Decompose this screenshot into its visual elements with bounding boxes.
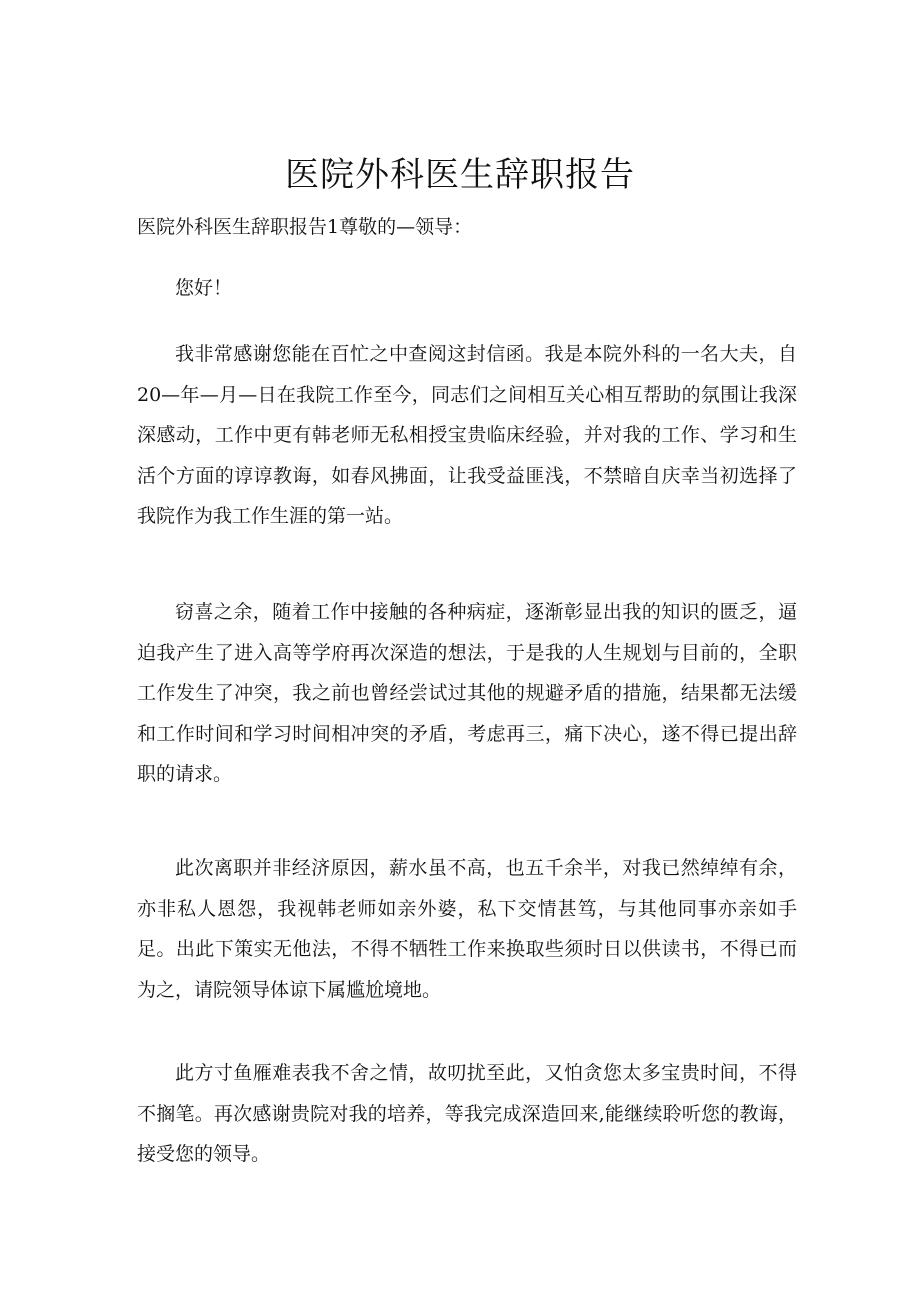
greeting: 您好！ bbox=[175, 277, 233, 299]
document-title: 医院外科医生辞职报告 bbox=[285, 155, 635, 195]
body-paragraph-4: 此方寸鱼雁难表我不舍之情，故叨扰至此，又怕贪您太多宝贵时间，不得不搁笔。再次感谢贵院对我的培养，等我完成深造回来,能继续聆听您的教诲，接受您的领导。 bbox=[137, 1062, 797, 1165]
body-paragraph-2: 窃喜之余，随着工作中接触的各种病症，逐渐彰显出我的知识的匮乏，逼迫我产生了进入高等学府再次深造的想法，于是我的人生规划与目前的，全职工作发生了冲突，我之前也曾经尝试过其他的规避矛盾的措施，结果都无法缓和工作时间和学习时间相冲突的矛盾，考虑再三，痛下决心，遂不得已提出辞职的请求。 bbox=[137, 601, 797, 785]
body-paragraph-3: 此次离职并非经济原因，薪水虽不高，也五千余半，对我已然绰绰有余，亦非私人恩怨，我视韩老师如亲外婆，私下交情甚笃，与其他同事亦亲如手足。出此下策实无他法，不得不牺牲工作来换取些须时日以供读书，不得已而为之，请院领导体谅下属尴尬境地。 bbox=[137, 857, 797, 1001]
body-paragraph-1: 我非常感谢您能在百忙之中查阅这封信函。我是本院外科的一名大夫，自20—年—月—日在我院工作至今，同志们之间相互关心相互帮助的氛围让我深深感动，工作中更有韩老师无私相授宝贵临床经验，并对我的工作、学习和生活个方面的谆谆教诲，如春风拂面，让我受益匪浅，不禁暗自庆幸当初选择了我院作为我工作生涯的第一站。 bbox=[137, 343, 797, 527]
document-subtitle: 医院外科医生辞职报告1尊敬的—领导： bbox=[137, 216, 473, 238]
